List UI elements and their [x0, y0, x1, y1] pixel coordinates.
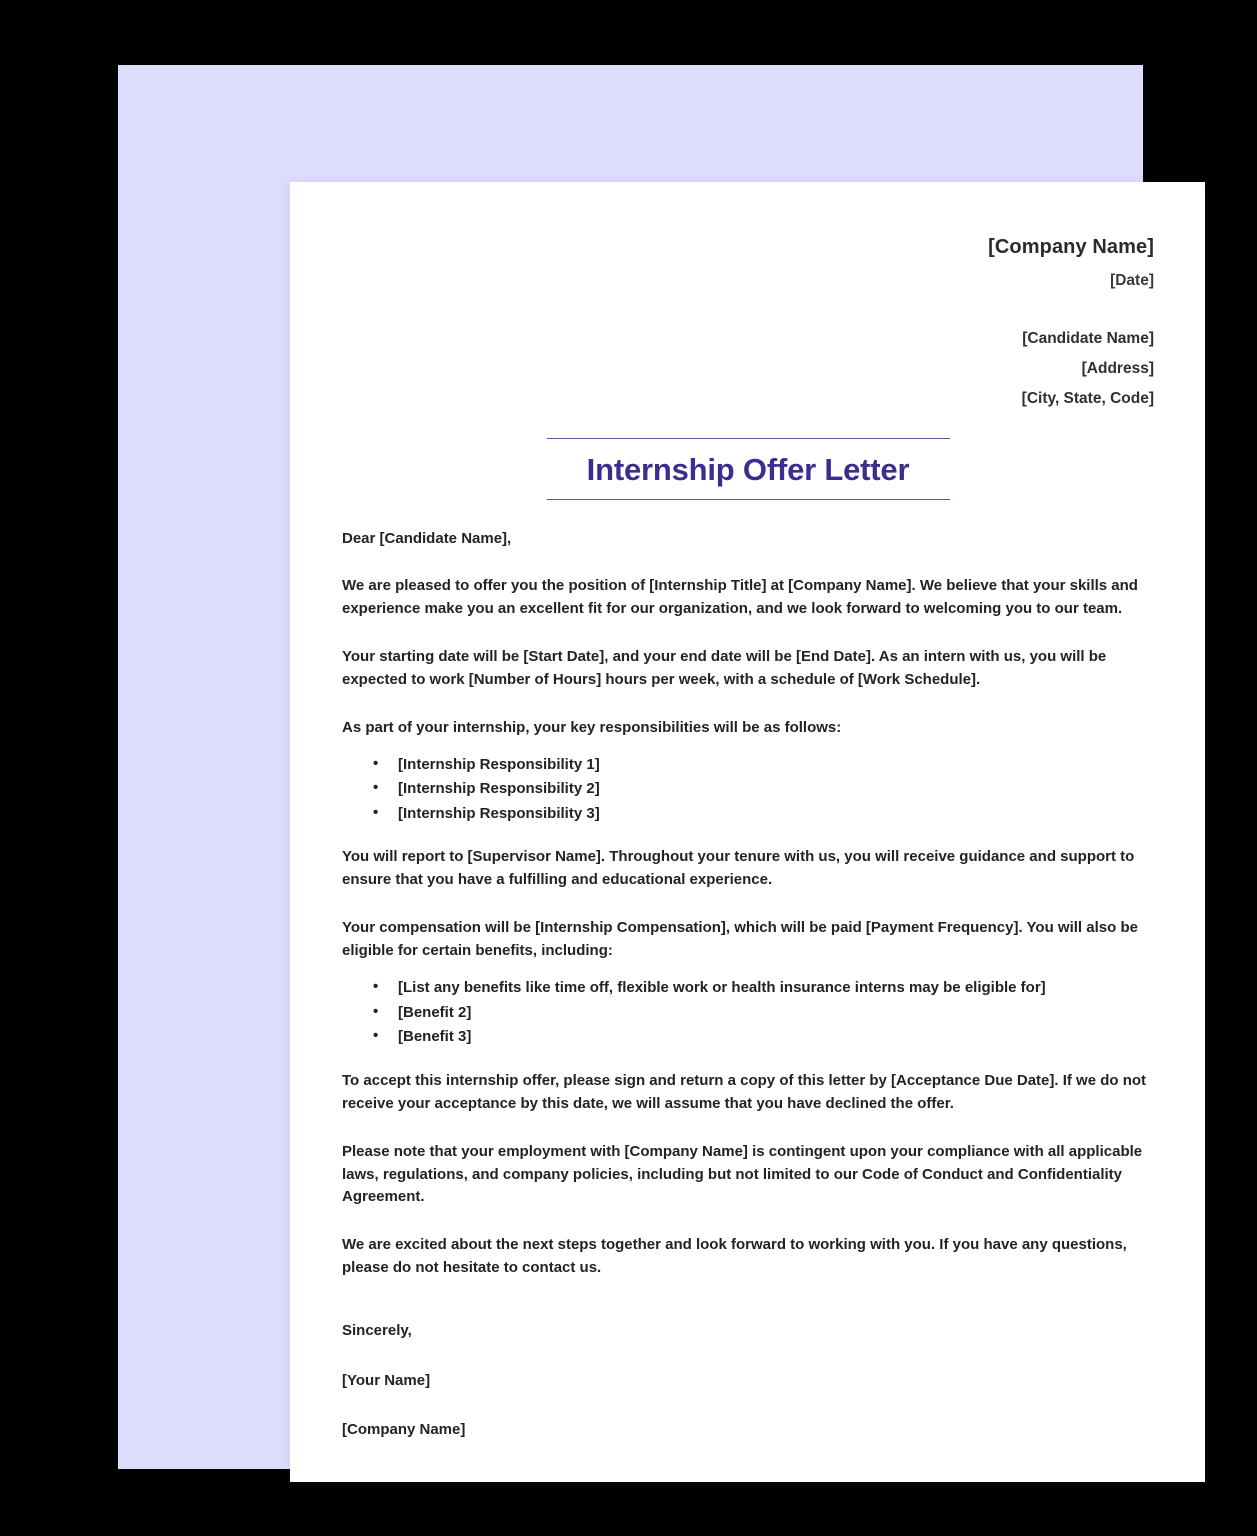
recipient-line-name: [Candidate Name]	[1022, 329, 1154, 347]
letter-page	[290, 182, 1205, 1482]
paragraph-closing: We are excited about the next steps together and look forward to working with you. If you have any questions, please do not hesitate to contact us.	[342, 1236, 1127, 1277]
paragraph-responsibilities-intro: As part of your internship, your key responsibilities will be as follows:	[342, 719, 842, 737]
recipient-line-address: [Address]	[1081, 359, 1154, 377]
letter-body	[342, 528, 1148, 1442]
signature-block	[342, 1320, 1148, 1442]
document-mat-frame	[118, 65, 1154, 1469]
list-item: • [Benefit 2]	[342, 1002, 1148, 1025]
recipient-address-block	[342, 329, 1154, 410]
recipient-line-city-state-code: [City, State, Code]	[1021, 389, 1154, 407]
salutation: Dear [Candidate Name],	[342, 529, 512, 547]
paragraph-compensation: Your compensation will be [Internship Compensation], which will be paid [Payment Frequency]. You will also be eligible for certain benefits, including:	[342, 919, 1138, 960]
paragraph-dates: Your starting date will be [Start Date], and your end date will be [End Date]. As an intern with us, you will be expected to work [Number of Hours] hours per week, with a schedule of [Work Schedule].	[342, 648, 1107, 689]
signoff-closing: Sincerely,	[342, 1322, 412, 1340]
letterhead-date: [Date]	[1110, 272, 1154, 289]
list-item: • [Internship Responsibility 1]	[342, 754, 1148, 777]
paragraph-contingency: Please note that your employment with [Company Name] is contingent upon your compliance with all applicable laws, regulations, and company policies, including but not limited to our Code of Conduct and Confidentiality Agreement.	[342, 1142, 1143, 1206]
paragraph-supervisor: You will report to [Supervisor Name]. Throughout your tenure with us, you will receive guidance and support to ensure that you have a fulfilling and educational experience.	[342, 848, 1135, 889]
signoff-sender-company: [Company Name]	[342, 1421, 466, 1439]
letterhead-company-name: [Company Name]	[988, 236, 1154, 258]
title-block	[547, 438, 950, 500]
list-item: • [Internship Responsibility 3]	[342, 803, 1148, 826]
list-item: • [List any benefits like time off, flexible work or health insurance interns may be eligible for]	[342, 977, 1148, 1000]
list-item: • [Benefit 3]	[342, 1026, 1148, 1049]
signoff-sender-name: [Your Name]	[342, 1371, 431, 1389]
benefits-list	[342, 977, 1148, 1049]
list-item: • [Internship Responsibility 2]	[342, 778, 1148, 801]
responsibilities-list	[342, 754, 1148, 826]
letterhead	[342, 182, 1154, 292]
page-title: Internship Offer Letter	[586, 451, 910, 487]
paragraph-acceptance: To accept this internship offer, please sign and return a copy of this letter by [Acceptance Due Date]. If we do not receive your acceptance by this date, we will assume that you have declined the offer.	[342, 1071, 1147, 1112]
paragraph-intro: We are pleased to offer you the position of [Internship Title] at [Company Name]. We believe that your skills and experience make you an excellent fit for our organization, and we look forward to welcoming you to our team.	[342, 577, 1138, 618]
letter-content	[342, 182, 1154, 1482]
